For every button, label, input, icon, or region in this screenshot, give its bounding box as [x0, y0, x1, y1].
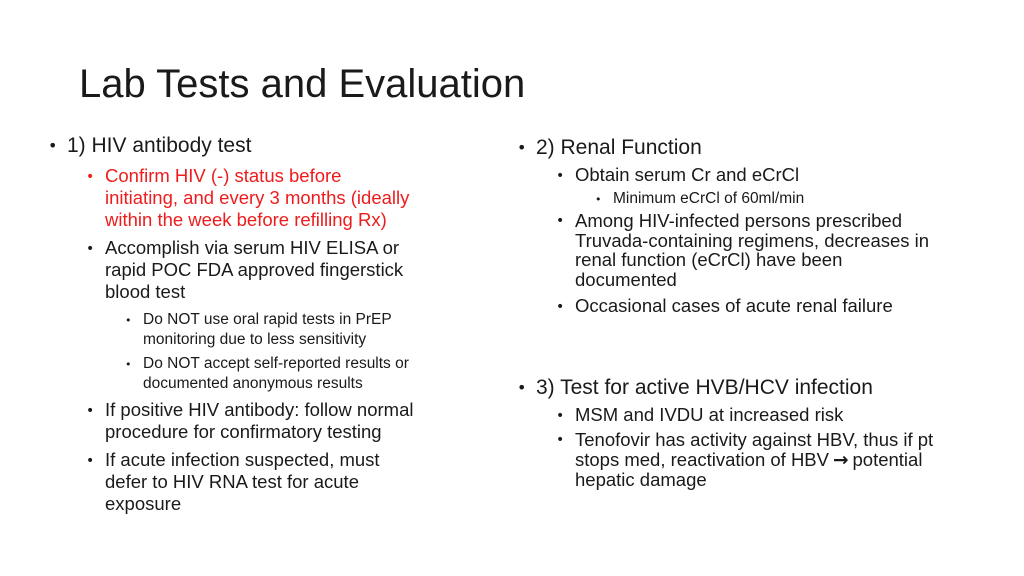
- bullet-line: Among HIV-infected persons prescribed: [575, 210, 903, 231]
- bullet-line: defer to HIV RNA test for acute: [105, 471, 359, 492]
- bullet-line: [575, 450, 933, 471]
- bullet-dot-icon: •: [556, 168, 565, 184]
- bullet-dot-icon: •: [125, 314, 132, 327]
- bullet-text: MSM and IVDU at increased risk: [575, 404, 844, 425]
- bullet-line: initiating, and every 3 months (ideally: [105, 187, 410, 208]
- bullet-dot-icon: •: [86, 169, 95, 185]
- bullet-line: Confirm HIV (-) status before: [105, 165, 342, 186]
- bullet-dot-icon: •: [556, 213, 565, 229]
- bullet-line: Tenofovir has activity against HBV, thus if pt: [575, 429, 934, 450]
- bullet-line: If acute infection suspected, must: [105, 449, 380, 470]
- bullet-text: 2) Renal Function: [536, 136, 702, 159]
- bullet-line: documented: [575, 268, 677, 290]
- bullet-line: within the week before refilling Rx): [105, 209, 387, 230]
- bullet-line: Accomplish via serum HIV ELISA or: [105, 237, 400, 258]
- bullet-dot-icon: •: [125, 358, 132, 371]
- bullet-line: procedure for confirmatory testing: [105, 421, 382, 442]
- bullet-dot-icon: •: [556, 299, 565, 315]
- bullet-line: If positive HIV antibody: follow normal: [105, 399, 414, 420]
- bullet-line: rapid POC FDA approved fingerstick: [105, 259, 404, 280]
- bullet-text: Obtain serum Cr and eCrCl: [575, 164, 800, 185]
- bullet-line: Do NOT accept self-reported results or: [143, 355, 409, 372]
- bullet-dot-icon: •: [86, 403, 95, 419]
- bullet-line-post: potential: [852, 448, 923, 470]
- bullet-line: blood test: [105, 281, 186, 302]
- bullet-line: Do NOT use oral rapid tests in PrEP: [143, 311, 392, 328]
- bullet-dot-icon: •: [86, 241, 95, 257]
- bullet-dot-icon: •: [556, 432, 565, 448]
- bullet-dot-icon: •: [517, 378, 527, 397]
- bullet-text: Minimum eCrCl of 60ml/min: [613, 190, 805, 207]
- bullet-text: 1) HIV antibody test: [67, 134, 252, 157]
- bullet-dot-icon: •: [517, 138, 527, 157]
- bullet-dot-icon: •: [556, 408, 565, 424]
- bullet-line: renal function (eCrCl) have been: [575, 249, 843, 270]
- bullet-dot-icon: •: [595, 193, 602, 206]
- bullet-line: Truvada-containing regimens, decreases in: [575, 229, 930, 251]
- bullet-dot-icon: •: [48, 136, 58, 155]
- bullet-text: Occasional cases of acute renal failure: [575, 295, 893, 316]
- bullet-line: hepatic damage: [575, 469, 707, 490]
- bullet-line-pre: stops med, reactivation of HBV: [575, 448, 829, 470]
- bullet-text: 3) Test for active HVB/HCV infection: [536, 376, 873, 399]
- bullet-line: exposure: [105, 493, 182, 514]
- bullet-line: documented anonymous results: [143, 374, 363, 392]
- right-arrow-icon: →: [832, 449, 849, 471]
- bullet-dot-icon: •: [86, 453, 95, 469]
- slide-title: Lab Tests and Evaluation: [79, 62, 526, 106]
- bullet-line: monitoring due to less sensitivity: [143, 330, 367, 348]
